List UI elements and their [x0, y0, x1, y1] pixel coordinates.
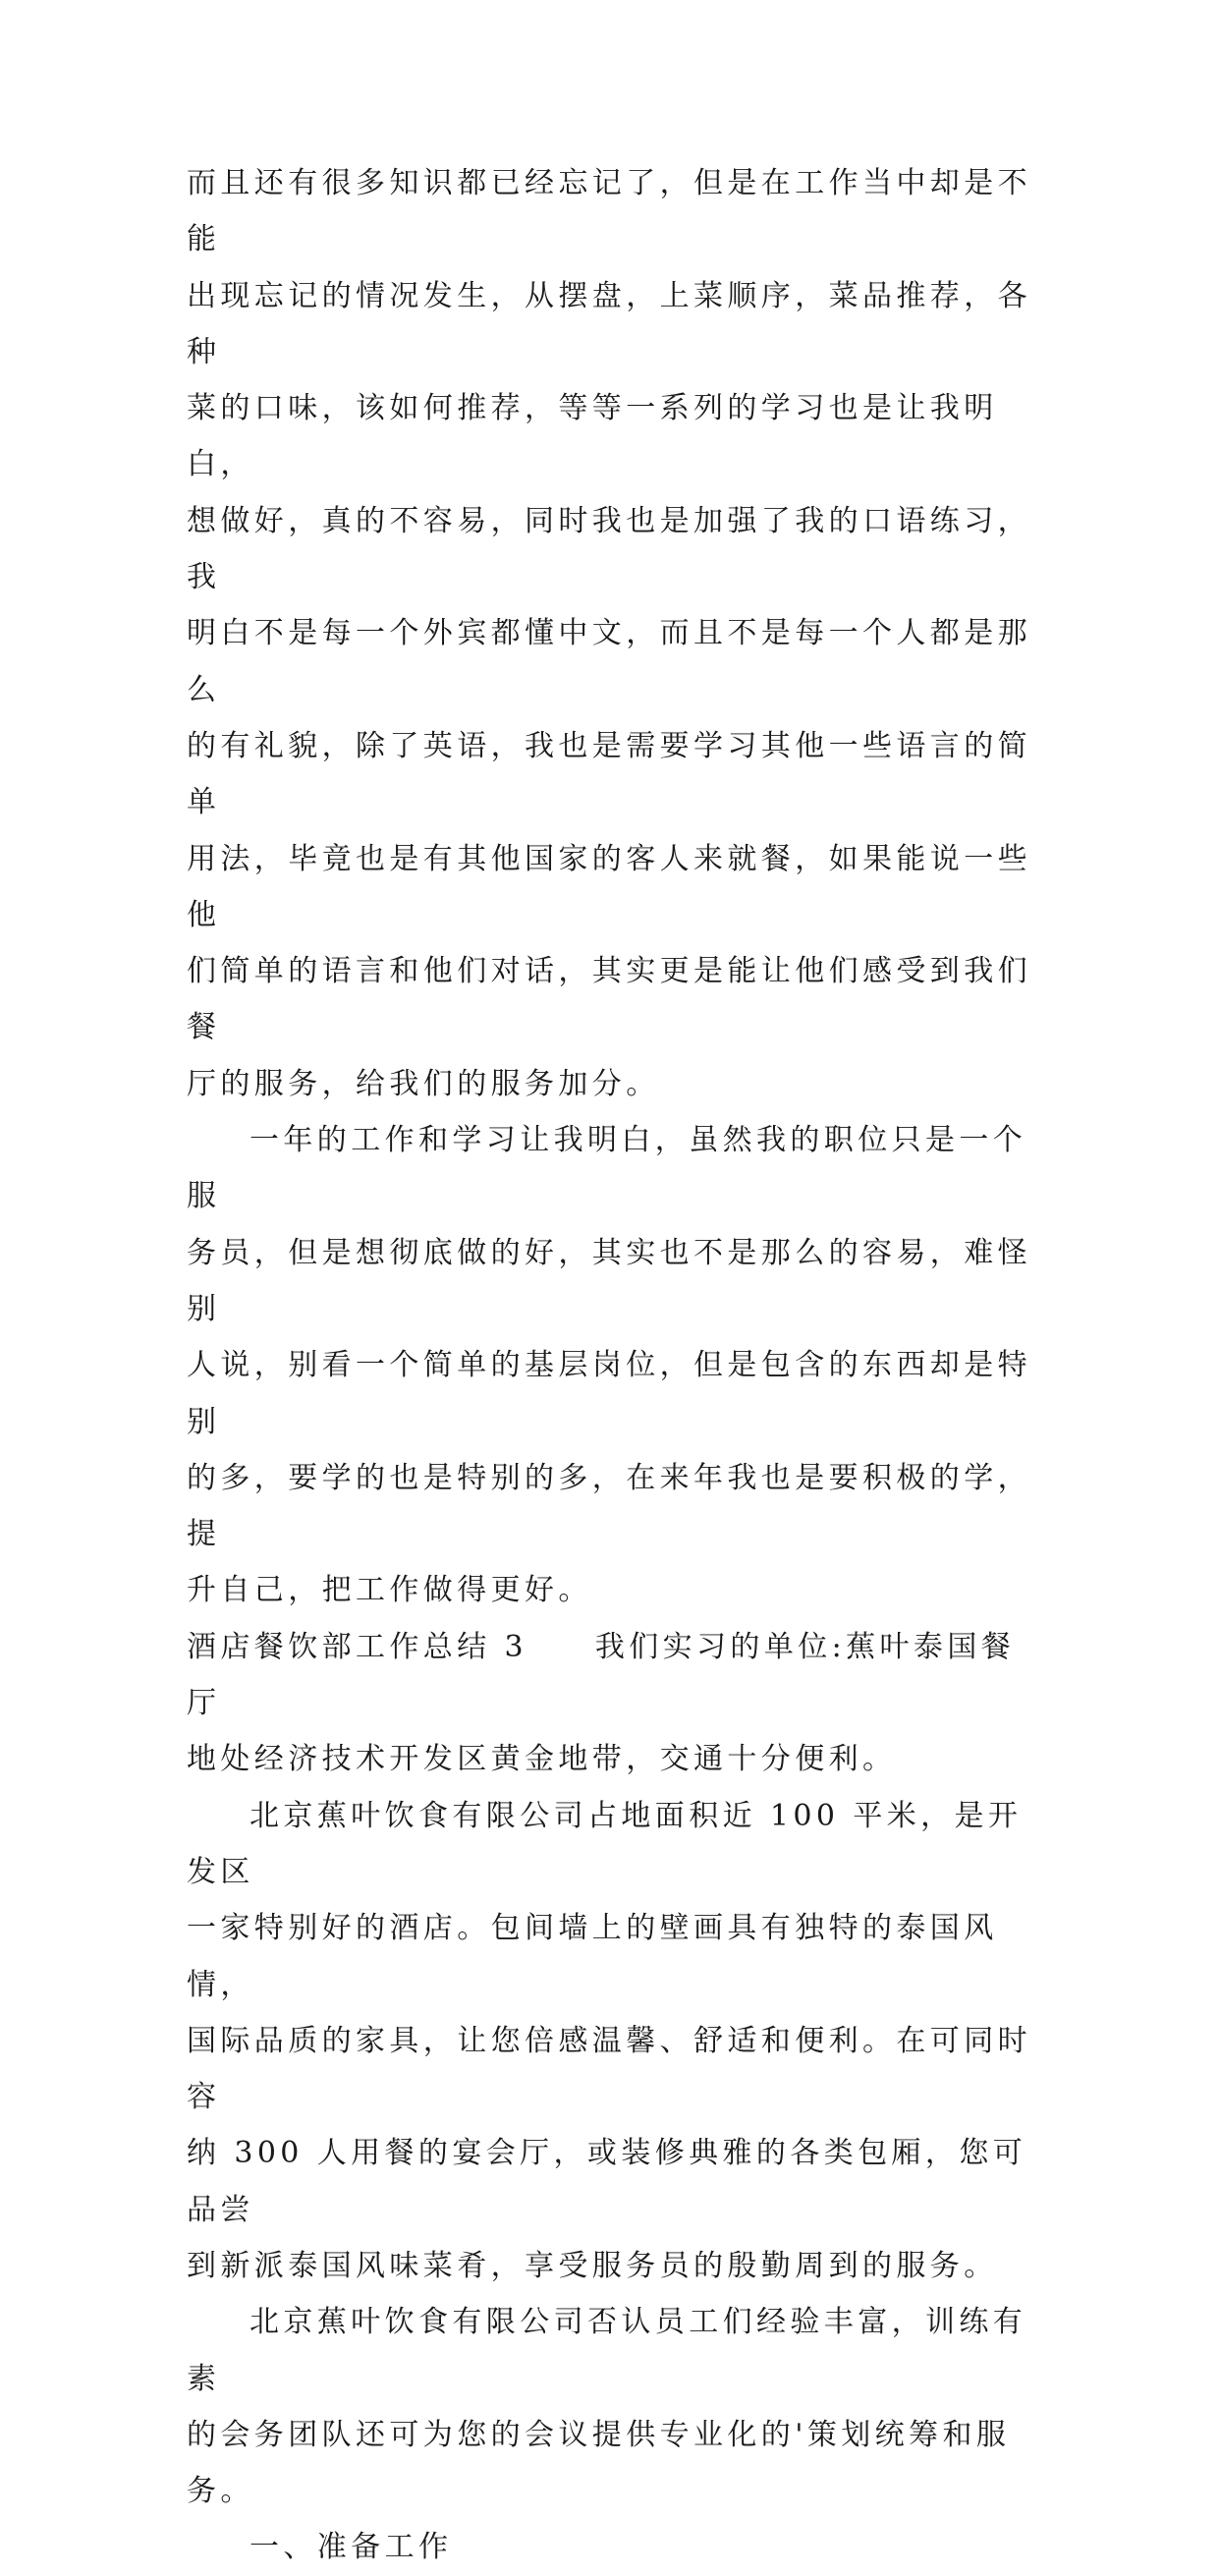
paragraph-year-summary: 一年的工作和学习让我明白，虽然我的职位只是一个服 务员，但是想彻底做的好，其实也不是那么的容易，难怪别 人说，别看一个简单的基层岗位，但是包含的东西却是特别 的多，要学的也是特别的多，在来年我也是要积极的学，提 升自己，把工作做得更好。	[187, 1123, 1031, 1608]
document-body	[187, 155, 1041, 2576]
paragraph-preparation-heading: 一、准备工作	[249, 2530, 453, 2565]
paragraph-service-learning: 而且还有很多知识都已经忘记了，但是在工作当中却是不能 出现忘记的情况发生，从摆盘，上菜顺序，菜品推荐，各种 菜的口味，该如何推荐，等等一系列的学习也是让我明白， 想做好，真的不容易，同时我也是加强了我的口语练习，我 明白不是每一个外宾都懂中文，而且不是每一个人都是那么 的有礼貌，除了英语，我也是需要学习其他一些语言的简单 用法，毕竟也是有其他国家的客人来就餐，如果能说一些他 们简单的语言和他们对话，其实更是能让他们感受到我们餐 厅的服务，给我们的服务加分。	[187, 166, 1031, 1101]
paragraph-staff-team: 北京蕉叶饮食有限公司否认员工们经验丰富，训练有素 的会务团队还可为您的会议提供专业化的'策划统筹和服务。	[187, 2305, 1027, 2509]
paragraph-company-intro: 北京蕉叶饮食有限公司占地面积近 100 平米，是开发区 一家特别好的酒店。包间墙上的壁画具有独特的泰国风情， 国际品质的家具，让您倍感温馨、舒适和便利。在可同时容 纳 300 人用餐的宴会厅，或装修典雅的各类包厢，您可品尝 到新派泰国风味菜肴，享受服务员的殷勤周到的服务。	[187, 1798, 1031, 2283]
paragraph-section-heading-3: 酒店餐饮部工作总结 3 我们实习的单位:蕉叶泰国餐厅 地处经济技术开发区黄金地带，交通十分便利。	[187, 1629, 1016, 1777]
